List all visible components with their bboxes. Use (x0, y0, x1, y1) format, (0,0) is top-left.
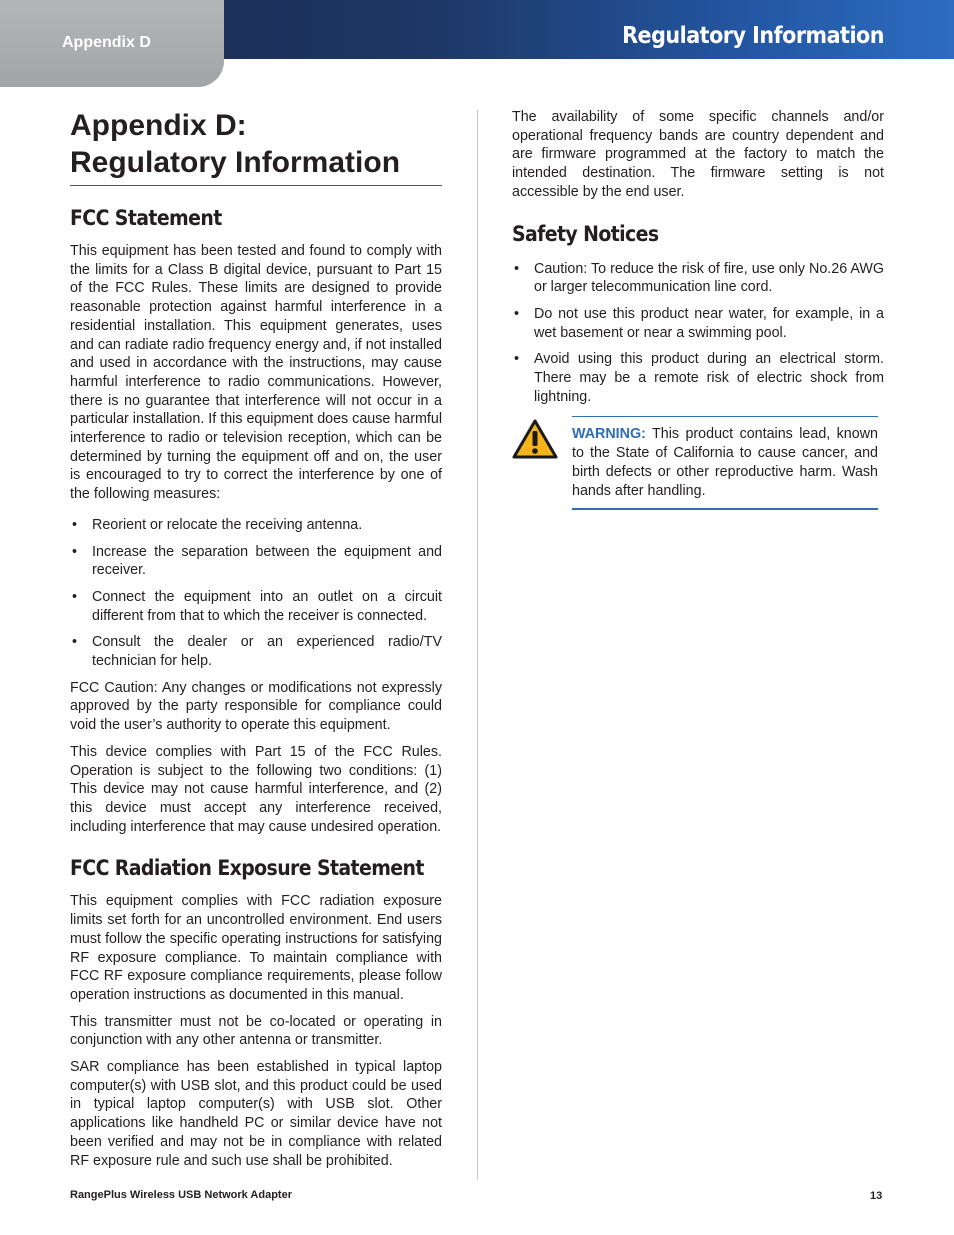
footer-page-number: 13 (870, 1190, 883, 1202)
footer-product-name: RangePlus Wireless USB Network Adapter (70, 1189, 292, 1201)
list-item: • Connect the equipment into an outlet on a circuit different from that to which the receiver is connected. (72, 588, 442, 624)
list-item: • Avoid using this product during an electrical storm. There may be a remote risk of electric shock from lightning. (514, 351, 884, 405)
warning-text: WARNING: This product contains lead, known to the State of California to cause cancer, and birth defects or other reproductive harm. Wash hands after handling. (572, 426, 878, 499)
header-section-title: Regulatory Information (622, 23, 884, 49)
page-title-line2: Regulatory Information (70, 146, 401, 179)
bullet: • (514, 260, 520, 277)
fcc-compliance: This device complies with Part 15 of the FCC Rules. Operation is subject to the following two conditions: (1) This device may not cause harmful interference, and (2) this device must accept any interference received, including interference that may cause undesired operation. (70, 743, 442, 835)
fcc-radiation-paragraph: SAR compliance has been established in typical laptop computer(s) with USB slot, and this product could be used in typical laptop computer(s) with USB slot. Other applications like handheld PC or similar device have not been verified and may not be in compliance with related RF exposure rule and such use shall be prohibited. (70, 1059, 442, 1169)
list-item: • Reorient or relocate the receiving antenna. (72, 516, 363, 533)
column-divider (477, 110, 478, 1180)
bullet: • (514, 351, 520, 368)
bullet: • (514, 305, 520, 322)
safety-notices-list (512, 260, 884, 407)
safety-notices-heading: Safety Notices (512, 221, 659, 246)
fcc-radiation-paragraph: This transmitter must not be co-located or operating in conjunction with any other antenna or transmitter. (70, 1013, 442, 1049)
header-tab-label: Appendix D (62, 34, 151, 51)
bullet: • (72, 543, 78, 560)
left-column (70, 107, 442, 1178)
warning-label: WARNING: (572, 426, 646, 443)
fcc-radiation-paragraph: This equipment complies with FCC radiation exposure limits set forth for an uncontrolled environment. End users must follow the specific operating instructions for satisfying RF exposure compliance. To maintain compliance with FCC RF exposure compliance requirements, please follow operation instructions as documented in this manual. (70, 893, 442, 1003)
fcc-radiation-heading: FCC Radiation Exposure Statement (70, 856, 424, 881)
right-column (512, 108, 884, 510)
header-tab (0, 0, 224, 87)
fcc-caution: FCC Caution: Any changes or modifications not expressly approved by the party responsible for compliance could void the user’s authority to operate this equipment. (70, 679, 442, 734)
fcc-statement-intro: This equipment has been tested and found to comply with the limits for a Class B digital device, pursuant to Part 15 of the FCC Rules. These limits are designed to provide reasonable protection against harmful interference in a residential installation. This equipment generates, uses and can radiate radio frequency energy and, if not installed and used in accordance with the instructions, may cause harmful interference to radio communications. However, there is no guarantee that interference will not occur in a particular installation. If this equipment does cause harmful interference to radio or television reception, which can be determined by turning the equipment off and on, the user is encouraged to try to correct the interference by one of the following measures: (70, 243, 442, 503)
bullet: • (72, 634, 78, 651)
fcc-measures-list (70, 516, 442, 671)
list-item: • Increase the separation between the equipment and receiver. (72, 543, 442, 579)
bullet: • (72, 588, 78, 605)
list-item: • Do not use this product near water, for example, in a wet basement or near a swimming pool. (514, 305, 884, 341)
bullet: • (72, 516, 78, 533)
list-item: • Caution: To reduce the risk of fire, use only No.26 AWG or larger telecommunication line cord. (514, 260, 884, 296)
warning-triangle-icon (511, 418, 559, 460)
list-item: • Consult the dealer or an experienced radio/TV technician for help. (72, 634, 442, 670)
warning-box (572, 416, 878, 510)
page-title (70, 107, 442, 186)
page-title-line1: Appendix D: (70, 109, 247, 142)
fcc-statement-heading: FCC Statement (70, 206, 222, 230)
channels-paragraph: The availability of some specific channels and/or operational frequency bands are country dependent and are firmware programmed at the factory to match the intended destination. The firmware setting is not accessible by the end user. (512, 109, 884, 200)
